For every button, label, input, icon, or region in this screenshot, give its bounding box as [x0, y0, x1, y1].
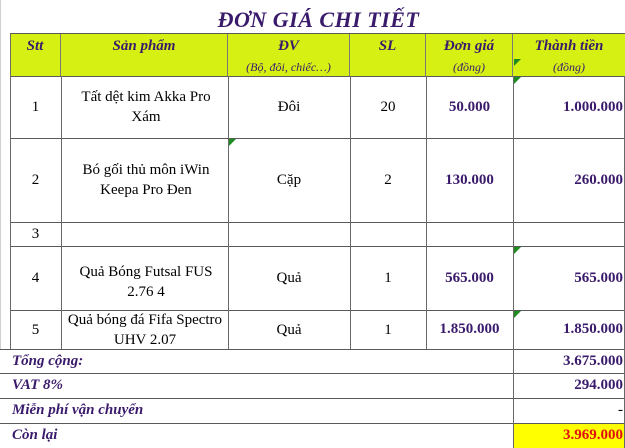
grid-line [426, 76, 427, 349]
grid-line [10, 76, 625, 77]
subtotal-value[interactable]: 3.675.000 [563, 352, 623, 369]
header-qty[interactable]: SL [350, 34, 426, 58]
row2-qty[interactable]: 2 [384, 172, 392, 188]
grid-line [10, 33, 11, 349]
row4-product[interactable]: Quả Bóng Futsal FUS 2.76 4 [79, 264, 213, 300]
comment-indicator-icon[interactable] [229, 139, 236, 146]
row3-stt[interactable]: 3 [31, 226, 40, 242]
remaining-label[interactable]: Còn lại [12, 427, 58, 443]
subheader-unit[interactable]: (Bộ, đôi, chiếc…) [228, 58, 350, 76]
row1-price[interactable]: 50.000 [448, 98, 491, 115]
row3-unit[interactable] [228, 222, 350, 246]
grid-line [10, 33, 625, 34]
comment-indicator-icon[interactable] [514, 59, 521, 66]
header-total[interactable]: Thành tiền [513, 34, 625, 58]
subheader-price[interactable]: (đồng) [426, 58, 513, 76]
grid-line [0, 373, 625, 374]
vat-label[interactable]: VAT 8% [12, 377, 63, 393]
row5-product[interactable]: Quả bóng đá Fifa Spectro UHV 2.07 [67, 311, 223, 348]
row3-price[interactable] [426, 222, 513, 246]
row1-stt[interactable]: 1 [31, 99, 40, 115]
shipping-value[interactable]: - [618, 402, 623, 418]
row5-total[interactable]: 1.850.000 [563, 321, 623, 337]
grid-line [10, 310, 625, 311]
vat-value[interactable]: 294.000 [574, 377, 623, 393]
row4-price[interactable]: 565.000 [445, 269, 494, 286]
grid-line [228, 76, 229, 349]
subtotal-label[interactable]: Tổng cộng: [12, 352, 84, 369]
grid-line [0, 398, 625, 399]
row1-total[interactable]: 1.000.000 [563, 98, 623, 115]
row5-price[interactable]: 1.850.000 [439, 321, 500, 337]
row1-qty[interactable]: 20 [380, 99, 396, 115]
row2-product[interactable]: Bó gối thủ môn iWin Keepa Pro Đen [82, 162, 210, 198]
row2-price[interactable]: 130.000 [445, 171, 494, 188]
row1-unit[interactable]: Đôi [277, 99, 301, 115]
row3-product[interactable] [66, 222, 226, 246]
grid-line [10, 138, 625, 139]
grid-line [350, 76, 351, 349]
grid-line [10, 246, 625, 247]
grid-line [10, 222, 625, 223]
row5-stt[interactable]: 5 [31, 321, 40, 338]
grid-line [513, 76, 514, 448]
row4-stt[interactable]: 4 [31, 270, 40, 286]
comment-indicator-icon[interactable] [514, 311, 521, 318]
subheader-total[interactable]: (đồng) [513, 58, 625, 76]
grid-line [0, 423, 625, 424]
grid-line [61, 76, 62, 349]
row3-qty[interactable] [350, 222, 426, 246]
row2-unit[interactable]: Cặp [276, 172, 302, 188]
header-product[interactable]: Sản phẩm [61, 34, 228, 58]
row2-total[interactable]: 260.000 [574, 171, 623, 188]
comment-indicator-icon[interactable] [514, 77, 521, 84]
remaining-value[interactable]: 3.969.000 [513, 423, 625, 448]
header-price[interactable]: Đơn giá [426, 34, 513, 58]
subheader-qty[interactable] [350, 58, 426, 76]
comment-indicator-icon[interactable] [514, 247, 521, 254]
row4-unit[interactable]: Quả [276, 270, 302, 286]
header-unit[interactable]: ĐV [228, 34, 350, 58]
row1-product[interactable]: Tất dệt kim Akka Pro Xám [81, 89, 211, 125]
row4-total[interactable]: 565.000 [574, 269, 623, 286]
shipping-label[interactable]: Miễn phí vận chuyển [12, 402, 144, 418]
sheet-title[interactable]: ĐƠN GIÁ CHI TIẾT [217, 7, 420, 32]
row5-unit[interactable]: Quả [276, 321, 302, 338]
grid-line [0, 0, 1, 349]
row3-total[interactable] [513, 222, 625, 246]
subheader-product[interactable] [61, 58, 228, 76]
header-stt[interactable]: Stt [10, 34, 61, 58]
subheader-stt[interactable] [10, 58, 61, 76]
row4-qty[interactable]: 1 [384, 270, 392, 286]
grid-line [0, 349, 625, 350]
row2-stt[interactable]: 2 [31, 172, 40, 188]
row5-qty[interactable]: 1 [384, 321, 392, 338]
